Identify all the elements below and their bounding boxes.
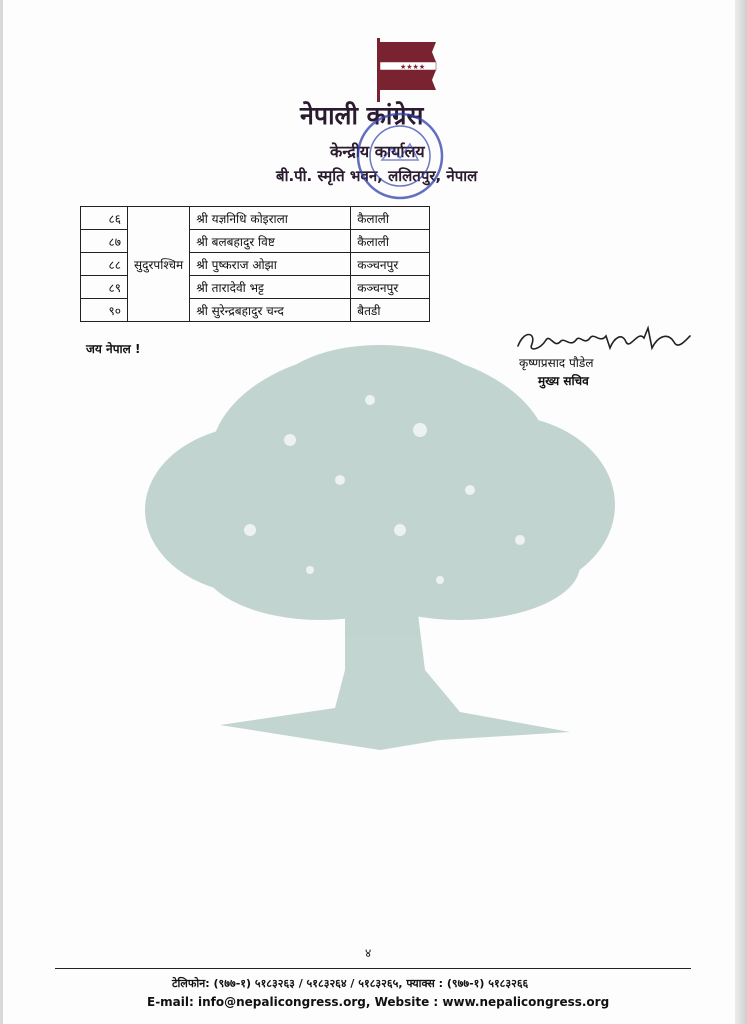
- district-name: कञ्चनपुर: [351, 276, 430, 299]
- table-row: [81, 207, 430, 230]
- svg-text:★★★★: ★★★★: [400, 63, 426, 71]
- page-number: ४: [365, 946, 372, 960]
- signatory-title: मुख्य सचिव: [538, 374, 589, 388]
- member-name: श्री बलबहादुर विष्ट: [190, 230, 351, 253]
- footer-divider: [55, 968, 691, 969]
- tree-watermark: [140, 340, 620, 760]
- page-edge-left: [0, 0, 3, 1024]
- members-table: [80, 206, 430, 322]
- member-name: श्री तारादेवी भट्ट: [190, 276, 351, 299]
- row-number: ८८: [81, 253, 128, 276]
- signatory-name: कृष्णप्रसाद पौडेल: [519, 356, 594, 370]
- office-seal-stamp: [352, 108, 448, 204]
- region-cell: सुदुरपश्चिम: [128, 207, 190, 322]
- organization-name: नेपाली कांग्रेस: [300, 101, 424, 130]
- page-edge-right: [735, 0, 747, 1024]
- row-number: ८७: [81, 230, 128, 253]
- district-name: बैतडी: [351, 299, 430, 322]
- footer-phone: टेलिफोन: (९७७-१) ५१८३२६३ / ५१८३२६४ / ५१८३२६५, फ्याक्स : (९७७-१) ५१८३२६६: [172, 977, 529, 990]
- member-name: श्री पुष्कराज ओझा: [190, 253, 351, 276]
- party-flag-logo: [370, 36, 450, 106]
- footer-contact: E-mail: info@nepalicongress.org, Website : www.nepalicongress.org: [147, 995, 610, 1009]
- row-number: ८९: [81, 276, 128, 299]
- member-name: श्री सुरेन्द्रबहादुर चन्द: [190, 299, 351, 322]
- office-name: केन्द्रीय कार्यालय: [330, 142, 425, 161]
- district-name: कञ्चनपुर: [351, 253, 430, 276]
- closing-salutation: जय नेपाल !: [86, 342, 141, 356]
- row-number: ८६: [81, 207, 128, 230]
- district-name: कैलाली: [351, 230, 430, 253]
- member-name: श्री यज्ञनिधि कोइराला: [190, 207, 351, 230]
- district-name: कैलाली: [351, 207, 430, 230]
- office-address: बी.पी. स्मृति भवन, ललितपुर, नेपाल: [276, 167, 478, 185]
- row-number: ९०: [81, 299, 128, 322]
